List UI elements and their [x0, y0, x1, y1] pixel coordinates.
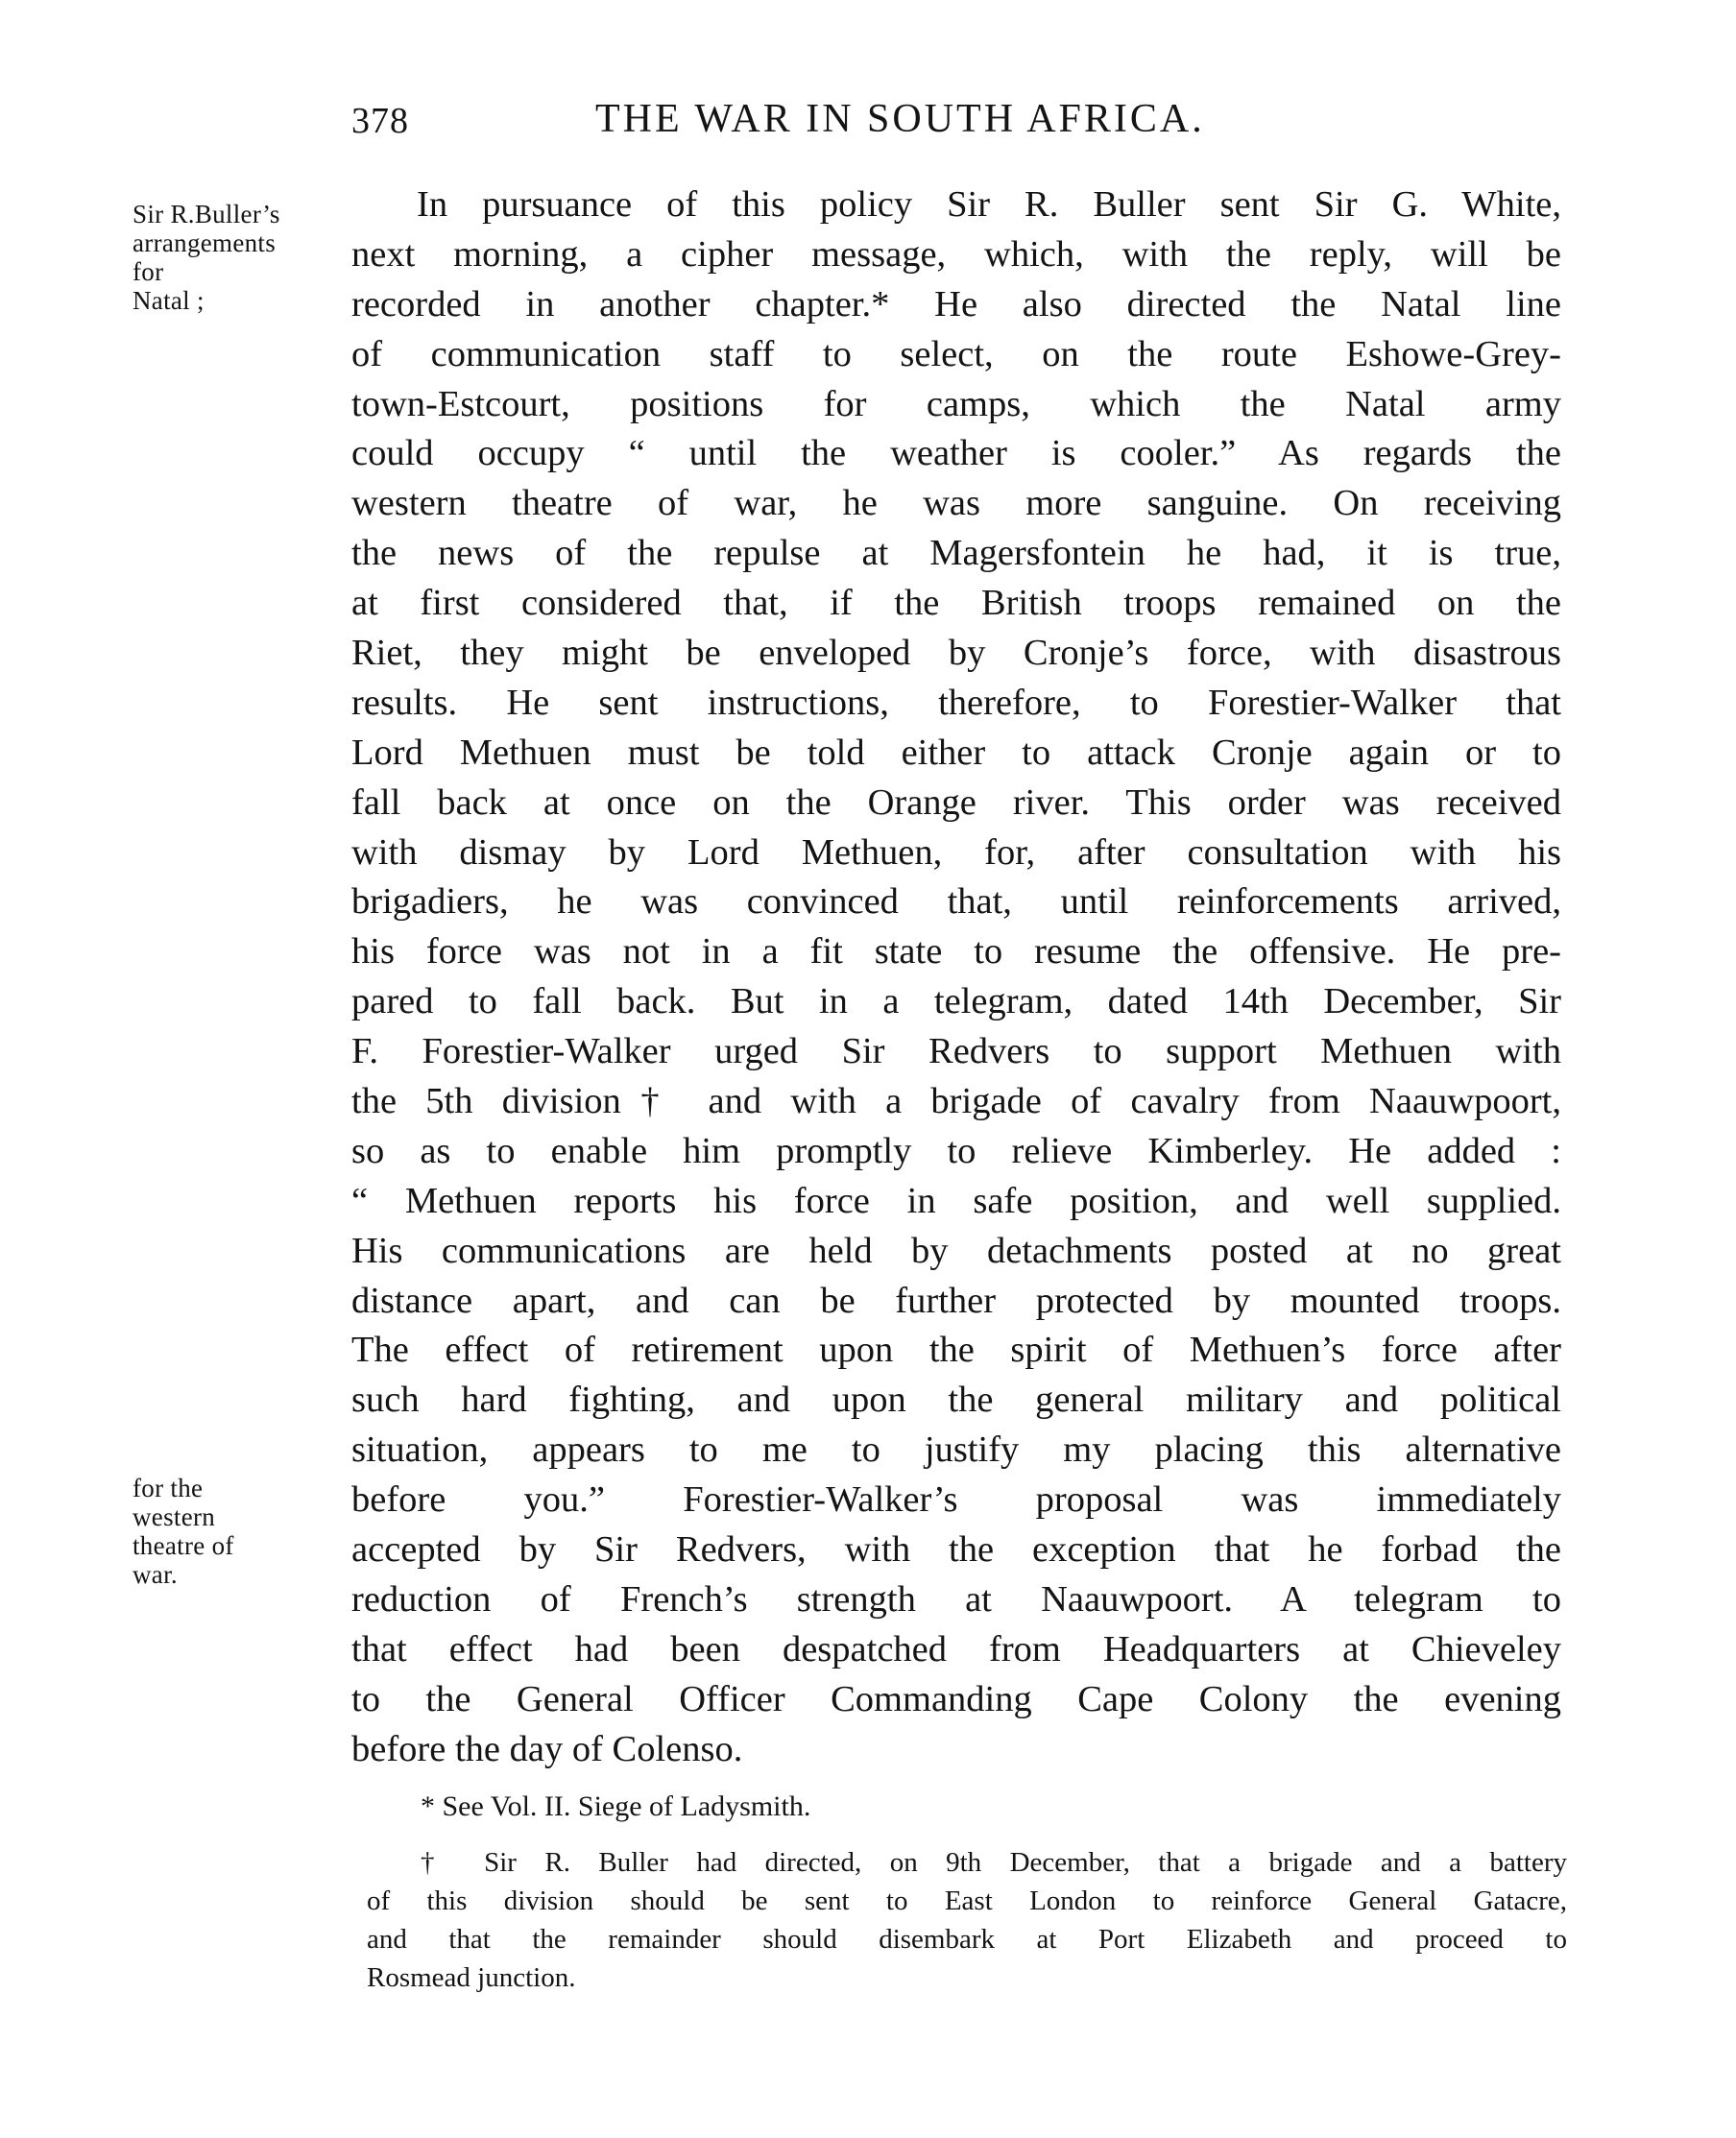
body-line: town-Estcourt, positions for camps, which the Natal army — [351, 383, 1561, 424]
body-line: before the day of Colenso. — [351, 1728, 743, 1769]
body-line: such hard fighting, and upon the general military and political — [351, 1380, 1561, 1421]
body-line: results. He sent instructions, therefore, to Forestier-Walker that — [351, 682, 1561, 723]
sidenote-line: Natal ; — [133, 286, 205, 315]
body-line: The effect of retirement upon the spirit of Methuen’s force after — [351, 1330, 1561, 1371]
footnote-line: of this division should be sent to East London to reinforce General Gatacre, — [367, 1886, 1567, 1916]
body-line: distance apart, and can be further protected by mounted troops. — [351, 1280, 1561, 1321]
sidenote-line: western — [133, 1502, 216, 1531]
body-line: pared to fall back. But in a telegram, dated 14th December, Sir — [351, 981, 1561, 1022]
body-line: that effect had been despatched from Headquarters at Chieveley — [351, 1628, 1561, 1670]
sidenote-western-theatre — [133, 1474, 334, 1589]
sidenote-line: Sir R.Buller’s — [133, 200, 280, 228]
sidenote-line: war. — [133, 1560, 178, 1589]
body-line: next morning, a cipher message, which, with the reply, will be — [351, 233, 1561, 275]
body-line: His communications are held by detachments posted at no great — [351, 1230, 1561, 1271]
body-paragraph — [351, 180, 1561, 1775]
body-line: could occupy “ until the weather is cooler.” As regards the — [351, 433, 1561, 474]
body-line: accepted by Sir Redvers, with the exception that he forbad the — [351, 1529, 1561, 1571]
body-line: western theatre of war, he was more sanguine. On receiving — [351, 483, 1561, 524]
footnote-line: Rosmead junction. — [367, 1962, 576, 1993]
sidenote-natal-arrangements — [133, 200, 334, 315]
body-line: to the General Officer Commanding Cape Colony the evening — [351, 1678, 1561, 1719]
body-line: “ Methuen reports his force in safe position, and well supplied. — [351, 1180, 1561, 1221]
body-line: the news of the repulse at Magersfontein he had, it is true, — [351, 533, 1561, 574]
footnote-asterisk: * See Vol. II. Siege of Ladysmith. — [421, 1790, 811, 1822]
body-line: Riet, they might be enveloped by Cronje’s force, with disastrous — [351, 633, 1561, 674]
footnote-line: and that the remainder should disembark at Port Elizabeth and proceed to — [367, 1924, 1567, 1955]
sidenote-line: for the — [133, 1474, 204, 1502]
body-line: situation, appears to me to justify my placing this alternative — [351, 1429, 1561, 1471]
sidenote-line: theatre of — [133, 1531, 234, 1560]
body-line: so as to enable him promptly to relieve Kimberley. He added : — [351, 1130, 1561, 1171]
body-line: before you.” Forestier-Walker’s proposal was immediately — [351, 1479, 1561, 1521]
body-line: with dismay by Lord Methuen, for, after consultation with his — [351, 831, 1561, 873]
sidenote-line: for — [133, 257, 164, 286]
body-line: at first considered that, if the British troops remained on the — [351, 583, 1561, 624]
body-line: reduction of French’s strength at Naauwpoort. A telegram to — [351, 1578, 1561, 1620]
body-line: the 5th division† and with a brigade of cavalry from Naauwpoort, — [351, 1081, 1561, 1122]
page-number: 378 — [351, 101, 409, 141]
body-line: In pursuance of this policy Sir R. Buller sent Sir G. White, — [417, 184, 1561, 225]
running-title: THE WAR IN SOUTH AFRICA. — [595, 97, 1205, 141]
footnote-line: † Sir R. Buller had directed, on 9th December, that a brigade and a battery — [421, 1847, 1567, 1878]
sidenote-line: arrangements — [133, 228, 277, 257]
body-line: F. Forestier-Walker urged Sir Redvers to support Methuen with — [351, 1031, 1561, 1072]
footnote-dagger — [367, 1843, 1567, 1997]
body-line: brigadiers, he was convinced that, until reinforcements arrived, — [351, 881, 1561, 923]
body-line: his force was not in a fit state to resume the offensive. He pre- — [351, 931, 1561, 973]
body-line: Lord Methuen must be told either to attack Cronje again or to — [351, 732, 1561, 773]
body-line: of communication staff to select, on the route Eshowe-Grey- — [351, 333, 1561, 374]
body-line: fall back at once on the Orange river. This order was received — [351, 781, 1561, 823]
footnotes — [367, 1788, 1567, 1997]
running-head — [346, 96, 1575, 154]
body-line: recorded in another chapter.* He also directed the Natal line — [351, 283, 1561, 324]
